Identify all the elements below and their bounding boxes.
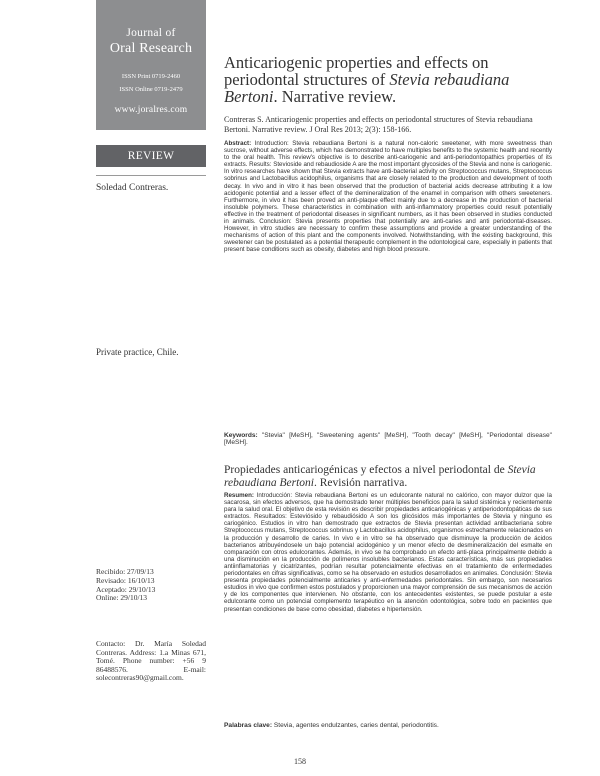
spanish-title-text-end: . Revisión narrativa. (313, 476, 408, 489)
journal-url[interactable]: www.joralres.com (114, 105, 188, 115)
journal-masthead (96, 0, 206, 130)
title-text-end: . Narrative review. (273, 87, 397, 106)
spanish-title (224, 464, 554, 489)
article-title (224, 54, 554, 105)
spanish-title-species: Stevia rebaudiana Bertoni (224, 464, 536, 489)
spanish-title-text: Propiedades anticariogénicas y efectos a nivel periodontal de (224, 464, 508, 476)
keywords-label: Keywords: (224, 432, 258, 439)
issn-online: ISSN Online 0719-2479 (119, 86, 183, 93)
title-species: Stevia rebaudiana Bertoni (224, 70, 510, 106)
keywords (224, 432, 552, 446)
title-text: Anticariogenic properties and effects on periodontal structures of (224, 53, 489, 89)
contact-info: Contacto: Dr. María Soledad Contreras. Address: 1.a Minas 671, Tomé. Phone number: +56 9 86488576. E-mail: solecontreras90@gmail.com. (96, 639, 206, 683)
abstract-text: Introduction: Stevia rebaudiana Bertoni is a natural non-caloric sweetener, with more sweetness than sucrose, without adverse effects, which has demonstrated to have multiples benefits to the systemic health and recently to the oral health. This review's objective is to describe anti-cariogenic and anti-periodontopathics properties of its extracts. Results: Stevioside and rebaudioside A are the most important glycosides of the Stevia and none is cariogenic. In vitro researches have shown that Stevia extracts have anti-bacterial activity on Streptococcus mutans, Streptococcus sobrinus and Lactobacillus acidophilus, organisms that are closely related to the production and development of tooth decay. In vivo and in vitro it has been observed that the production of bacterial acids decrease attributing it a low acidogenic potential and a lesser effect of the demineralization of the enamel in comparison with others sweeteners. Furthermore, in vivo it has been proved an anti-plaque effect mainly due to a decrease in the production of bacterial insoluble polymers. These characteristics in combination with anti-inflammatory properties could result potentially effective in the treatment of periodontal diseases in significant numbers, as it has been observed in studies conducted in animals. Conclusion: Stevia presents properties that potentially are anti-caries and anti periodontal-diseases. However, in vitro studies are necessary to confirm these assumptions and provide a greater understanding of the mechanisms of action of this plant and the components involved. Notwithstanding, with the existing background, this sweetener can be postulated as a potential therapeutic complement in the odontological care, especially in patients that present base conditions such as obesity, diabetes and high blood pressure. (224, 140, 552, 254)
date-revised: Revisado: 16/10/13 (96, 575, 155, 585)
journal-name-line2: Oral Research (109, 41, 193, 56)
issn-print: ISSN Print 0719-2460 (121, 73, 181, 80)
resumen-text: Introducción: Stevia rebaudiana Bertoni es un edulcorante natural no calórico, con mayor dulzor que la sacarosa, sin efectos adversos, que ha demostrado tener múltiples beneficios para la salud sistémica y recientemente para la salud oral. El objetivo de esta revisión es describir propiedades anticariogénicas y antiperiodontopáticas de sus extractos. Resultados: Esteviósido y rebaudiósido A son los glicósidos más importantes de Stevia y ninguno es cariogénico. Estudios in vitro han demostrado que extractos de Stevia presentan actividad antibacteriana sobre Streptococcus mutans, Streptococcus sobrinus y Lactobacillus acidophilus, organismos estrechamente relacionados en la producción y desarrollo de caries. In vivo e in vitro se ha observado que disminuye la producción de ácidos bacterianos atribuyéndosele un bajo potencial acidogénico y un menor efecto de desmineralización del esmalte en comparación con otros edulcorantes. Además, in vivo se ha comprobado un efecto anti-placa principalmente debido a una disminución en la producción de polímeros insolubles bacterianos. Estas características, más sus propiedades antiinflamatorias y cicatrizantes, podrían resultar potencialmente efectivas en el tratamiento de enfermedades periodontales en cifras significativas, como se ha observado en estudios desarrollados en animales. Conclusión: Stevia presenta propiedades potencialmente anticaries y anti-enfermedades periodontales. Sin embargo, son necesarios estudios in vivo que confirmen estos postulados y proporcionen una mayor comprensión de sus mecanismos de acción y de los componentes que intervienen. No obstante, con los antecedentes existentes, se puede postular a este edulcorante como un potencial complemento terapéutico en la atención odontológica, sobre todo en pacientes que presentan condiciones de base como obesidad, diabetes e hipertensión. (224, 492, 552, 613)
sidebar (0, 0, 206, 776)
resumen (224, 492, 552, 613)
abstract (224, 140, 552, 254)
palabras-text: Stevia, agentes endulzantes, caries dental, periodontitis. (272, 722, 439, 729)
journal-name-line1: Journal of (126, 27, 176, 39)
resumen-label: Resumen: (224, 492, 254, 499)
date-online: Online: 29/10/13 (96, 593, 148, 603)
article-dates (96, 568, 155, 603)
divider (96, 175, 206, 176)
abstract-label: Abstract: (224, 140, 252, 147)
citation: Contreras S. Anticariogenic properties and effects on periodontal structures of Stevia rebaudiana Bertoni. Narrative review. J Oral Res 2013; 2(3): 158-166. (224, 115, 533, 134)
author-name: Soledad Contreras. (96, 183, 169, 193)
date-accepted: Aceptado: 29/10/13 (96, 584, 156, 594)
page-number: 158 (294, 757, 306, 766)
keywords-text: "Stevia" [MeSH], "Sweetening agents" [MeSH], "Tooth decay" [MeSH], "Periodontal disease" [MeSH]. (224, 432, 552, 447)
affiliation: Private practice, Chile. (96, 347, 179, 357)
section-label: REVIEW (96, 145, 206, 167)
date-received: Recibido: 27/09/13 (96, 567, 154, 576)
palabras-label: Palabras clave: (224, 722, 273, 729)
palabras-clave (224, 722, 552, 729)
